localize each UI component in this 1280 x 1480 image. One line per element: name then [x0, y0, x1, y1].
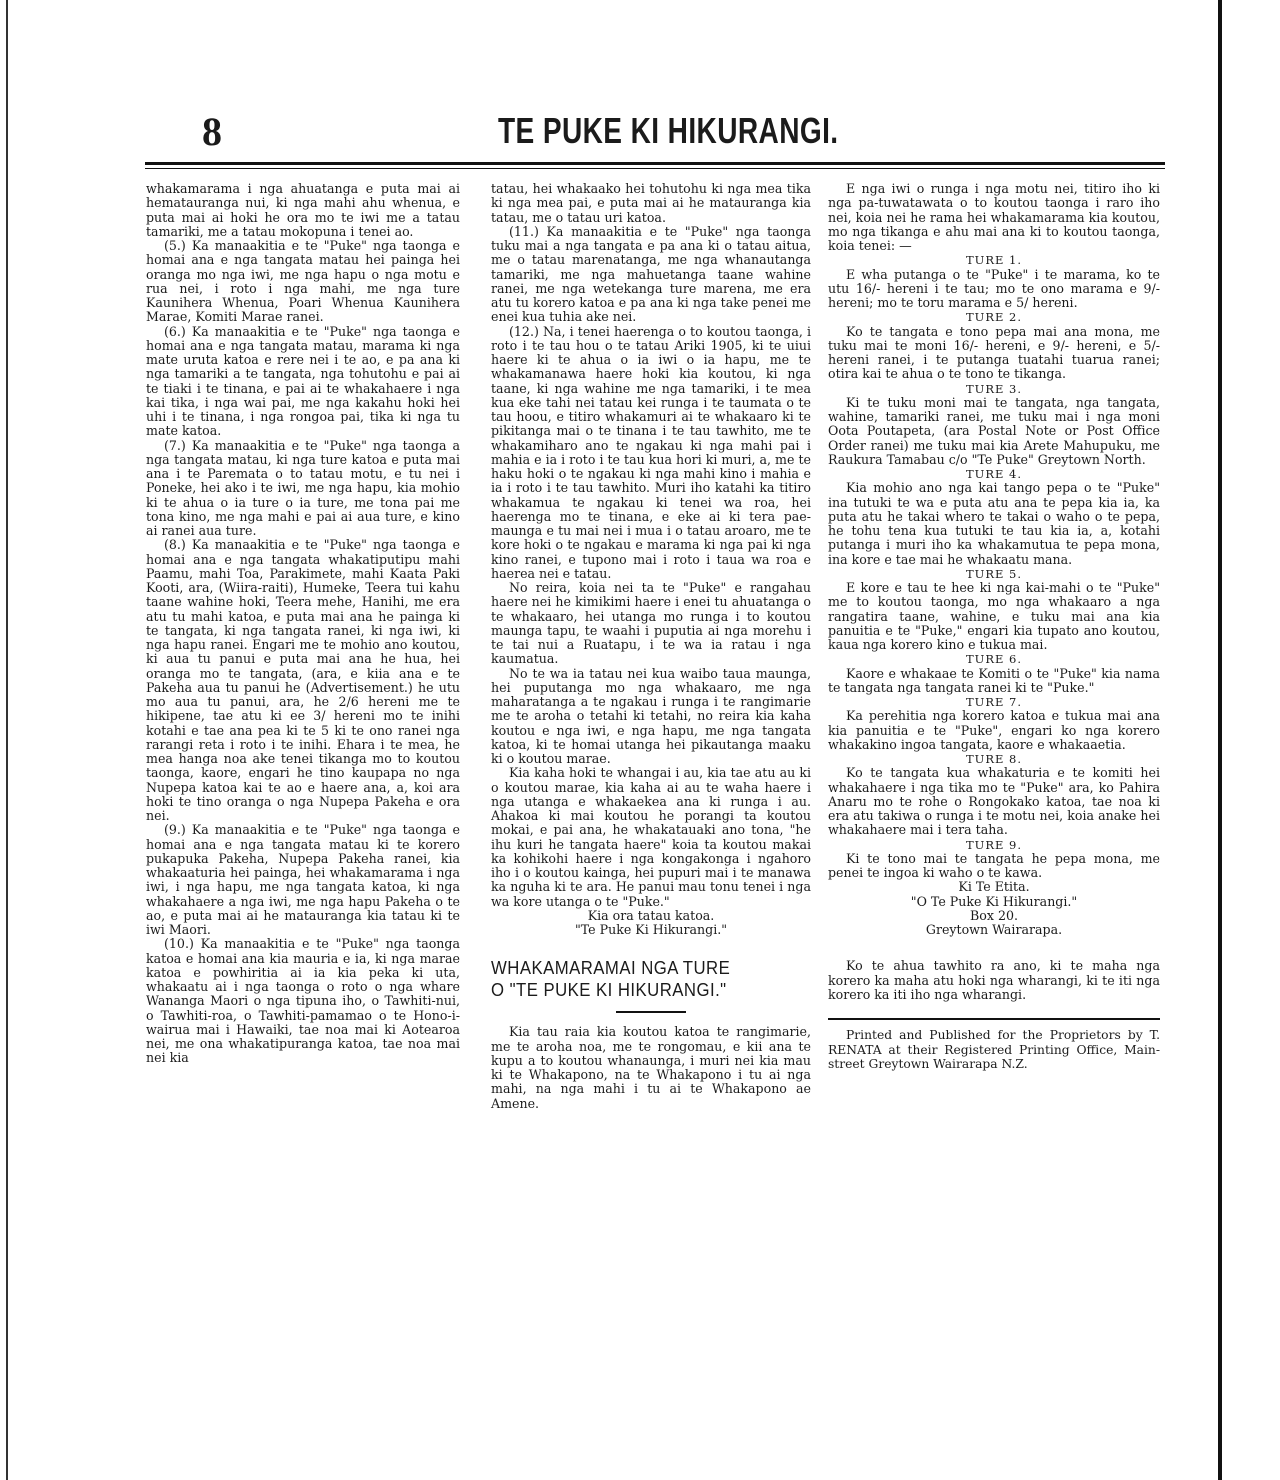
paragraph-11: (11.) Ka manaakitia e te "Puke" nga taonga tuku mai a nga tangata e pa ana ki o tatau aitua, me o tatau marenatanga, me nga whanautanga tamariki, me nga mahuetanga taane wahine ranei, me nga wetekanga ture marena, me era atu tu korero katoa e pa ana ki nga take penei me enei kua tuhia ake nei.	[491, 223, 811, 325]
address-line: Box 20.	[970, 907, 1018, 923]
address-line: "O Te Puke Ki Hikurangi."	[910, 893, 1078, 909]
paragraph: Kia tau raia kia koutou katoa te rangimarie, me te aroha noa, me te rongomau, e kii ana te kupu a to koutou whanaunga, i muri nei kia mau ki te Whakapono, na te Whakapono i tu ai nga mahi, na nga mahi i tu ai te Whakapono ae Amene.	[491, 1024, 811, 1111]
rule-text-9: Ki te tono mai te tangata he pepa mona, me penei te ingoa ki waho o te kawa.	[828, 850, 1160, 880]
rule-text-6: Kaore e whakaae te Komiti o te "Puke" kia nama te tangata nga tangata ranei ki te "Puke."	[828, 665, 1160, 695]
rule-text-4: Kia mohio ano nga kai tango pepa o te "Puke" ina tutuki te wa e puta atu ana te pepa kia ia, ka puta atu he takai whero te takai o waho o te pepa, he tohu tena kua tutuki te tau kia ia, a, kotahi putanga i muri iho ka whakamutua te pepa mona, ina kore e tae mai he whakaatu mana.	[828, 480, 1160, 567]
rule-text-5: E kore e tau te hee ki nga kai-mahi o te "Puke" me to koutou taonga, mo nga whakaaro a nga rangatira taane, wahine, e tuku mai ana kia panuitia e te "Puke," engari kia tupato ano koutou, kaua nga korero kino e tukua mai.	[828, 580, 1160, 652]
signoff-name: "Te Puke Ki Hikurangi."	[574, 922, 728, 937]
rule-heading-7: TURE 7.	[965, 695, 1023, 709]
page-left-edge	[6, 0, 8, 1480]
paragraph: No te wa ia tatau nei kua waibo taua maunga, hei puputanga mo nga whakaaro, me nga maharatanga a te ngakau i runga i te rangimarie me te aroha o tetahi ki tetahi, no reira kia kaha koutou e nga iwi, e nga hapu, me nga tangata katoa, ki te homai utanga hei pikautanga maaku ki o koutou marae.	[491, 665, 811, 766]
rule-heading-5: TURE 5.	[965, 566, 1023, 581]
heading-rule	[616, 1011, 686, 1013]
column-1	[146, 182, 460, 1066]
closing-rule	[828, 1018, 1160, 1020]
paragraph: whakamarama i nga ahuatanga e puta mai ai hematauranga nui, ki nga mahi ahu whenua, e puta mai ai hoki he ora mo te iwi me a tatau tamariki, me a tatau mokopuna i tenei ao.	[146, 181, 460, 239]
section-heading-line-1: WHAKAMARAMAI NGA TURE	[491, 958, 731, 979]
paragraph-12: (12.) Na, i tenei haerenga o to koutou taonga, i roto i te tau hou o te tatau Ariki 1905, ki te uiui haere ki te ahua o ia iwi o ia hapu, me te whakamanawa haere hoki kia koutou, ki nga taane, ki nga wahine me nga tamariki, i te mea kua eke tahi nei tatau kei runga i te taumata o te tau hoou, e titiro whakamuri ai te whakaaro ki te pikitanga mai o te tinana i te tau tawhito, me te whakamiharo ano te ngakau ki nga mahi pai i mahia e ia i roto i te tau kua hori ki muri, a, me te haku hoki o te ngakau ki nga mahi kino i mahia e ia i roto i te tau tawhito. Muri iho katahi ka titiro whakamua te ngakau ki tenei wa roa, hei haerenga mo te tinana, e eke ai ki tera pae-maunga e tu mai nei i mua i o tatau aroaro, me te kore hoki o te ngakau e marama ki nga pai ki nga kino ranei, e tupono mai i roto i taua wa roa e haerea nei e tatau.	[491, 323, 811, 581]
rule-text-1: E wha putanga o te "Puke" i te marama, ko te utu 16/- hereni i te tau; mo te ono marama e 9/- hereni; mo te toru marama e 5/ hereni.	[828, 266, 1160, 310]
section-heading-line-2: O "TE PUKE KI HIKURANGI."	[491, 980, 727, 1001]
paragraph-8: (8.) Ka manaakitia e te "Puke" nga taonga e homai ana e nga tangata whakatiputipu mahi Paamu, mahi Toa, Parakimete, mahi Kaata Paki Kooti, ara, (Wiira-raiti), Humeke, Teera tui kahu taane wahine hoki, Teera mehe, Hanihi, me era atu tu mahi katoa, e puta mai ana he painga ki te tangata, ki nga tangata ranei, ki nga iwi, ki nga hapu ranei. Engari me te mohio ano koutou, ki aua tu panui e puta mai ana he hua, hei oranga mo te tangata, (ara, e kiia ana e te Pakeha aua tu panui he (Advertisement.) he utu mo aua tu panui, ara, he 2/6 hereni me te hikipene, tae atu ki ee 3/ hereni mo te inihi kotahi e tae ana pea ki te 5 ki te ono ranei nga rarangi reta i roto i te inihi. Ehara i te mea, he mea hanga noa ake tenei tikanga mo to koutou taonga, kaore, engari he tino kaupapa no nga Nupepa katoa kai te ao e haere ana, a, koi ara hoki te tino oranga o nga Nupepa Pakeha e ora nei.	[146, 537, 460, 823]
masthead-rule	[145, 162, 1165, 165]
rule-text-3: Ki te tuku moni mai te tangata, nga tangata, wahine, tamariki ranei, me tuku mai i nga moni Oota Poutapeta, (ara Postal Note or Post Office Order ranei) me tuku mai kia Arete Mahupuku, me Raukura Tamabau c/o "Te Puke" Greytown North.	[828, 394, 1160, 467]
column-2	[491, 182, 811, 1111]
paragraph: Kia kaha hoki te whangai i au, kia tae atu au ki o koutou marae, kia kaha ai au te waha haere i nga utanga e whakaekea ana ki runga i au. Ahakoa ki mai koutou he porangi ta koutou mokai, e pai ana, he whakatauaki ano tona, "he ihu kuri he tangata haere" koia ta koutou makai ka kohikohi haere i nga kongakonga i ngahoro iho i o koutou kainga, hei pupuri mai i te manawa ka nguha ki te ara. He panui mau tonu tenei i nga wa kore utanga o te "Puke."	[491, 765, 811, 909]
column-3	[828, 182, 1160, 1072]
paragraph-9: (9.) Ka manaakitia e te "Puke" nga taonga e homai ana e nga tangata matau ki te korero pukapuka Pakeha, Nupepa Pakeha ranei, kia whakaaturia hei painga, hei whakamarama i nga iwi, i nga hapu, me nga tangata katoa, ki nga whakahaere a nga iwi, me nga hapu Pakeha o te ao, e puta mai ai he matauranga kia tatau ki te iwi Maori.	[146, 822, 460, 937]
paragraph-5: (5.) Ka manaakitia e te "Puke" nga taonga e homai ana e nga tangata matau hei painga hei oranga mo nga iwi, me nga hapu o nga motu e rua nei, i roto i nga mahi, me nga ture Kaunihera Whenua, Poari Whenua Kaunihera Marae, Komiti Marae ranei.	[146, 238, 460, 325]
paragraph-6: (6.) Ka manaakitia e te "Puke" nga taonga e homai ana e nga tangata matau, marama ki nga mate uruta katoa e rere nei i te ao, e pa ana ki nga tamariki a te tangata, nga tohutohu e pai ai te tiaki i te tinana, e pai ai te whakahaere i nga kai tika, i nga wai pai, me nga kakahu hoki hei uhi i te tinana, i nga rongoa pai, tika ki nga tu mate katoa.	[146, 323, 460, 439]
paragraph: No reira, koia nei ta te "Puke" e rangahau haere nei he kimikimi haere i enei tu ahuatanga o te whakaaro, hei utanga mo runga i to koutou maunga tapu, te waahi i puputia ai nga morehu i te tai nui a Ruatapu, i te wa ia ratau i nga kaumatua.	[491, 580, 811, 667]
paragraph-7: (7.) Ka manaakitia e te "Puke" nga taonga a nga tangata matau, ki nga ture katoa e puta mai ana i te Paremata o to tatau motu, e tu nei i Poneke, hei ako i te iwi, me nga hapu, kia mohio ki te ahua o ia ture o ia ture, me tona pai me tona kino, me nga mahi e pai ai aua ture, e kino ai ranei aua ture.	[146, 437, 460, 538]
paragraph: E nga iwi o runga i nga motu nei, titiro iho ki nga pa-tuwatawata o to koutou taonga i raro iho nei, koia nei he rama hei whakamarama kia koutou, mo nga tikanga e ahu mai ana ki to koutou taonga, koia tenei: —	[828, 181, 1160, 253]
rule-text-2: Ko te tangata e tono pepa mai ana mona, me tuku mai te moni 16/- hereni, e 9/- hereni, e 5/- hereni ranei, i te putanga tuatahi tuarua ranei; otira kai te ahua o te tono te tikanga.	[828, 323, 1160, 382]
rule-heading-2: TURE 2.	[965, 310, 1023, 325]
rule-heading-4: TURE 4.	[965, 467, 1023, 481]
newspaper-title: TE PUKE KI HIKURANGI.	[498, 110, 839, 151]
page-number: 8	[202, 109, 222, 154]
printer-imprint: Printed and Published for the Proprietors by T. RENATA at their Registered Printing Office, Main-street Greytown Wairarapa N.Z.	[828, 1028, 1160, 1071]
rule-heading-1: TURE 1.	[965, 253, 1023, 268]
masthead-rule-thin	[145, 168, 1165, 169]
address-line: Ki Te Etita.	[958, 879, 1030, 895]
paragraph: tatau, hei whakaako hei tohutohu ki nga mea tika ki nga mea pai, e puta mai ai he matauranga kia tatau, me o tatau uri katoa.	[491, 181, 811, 225]
rule-heading-6: TURE 6.	[965, 652, 1023, 667]
page-right-edge	[1218, 0, 1222, 1480]
rule-text-7: Ka perehitia nga korero katoa e tukua mai ana kia panuitia e te "Puke", engari ko nga korero whakakino ingoa tangata, kaore e whakaaetia.	[828, 708, 1160, 752]
closing-paragraph: Ko te ahua tawhito ra ano, ki te maha nga korero ka maha atu hoki nga wharangi, ki te iti nga korero ka iti iho nga wharangi.	[828, 958, 1160, 1002]
rule-heading-3: TURE 3.	[965, 381, 1023, 396]
rule-text-8: Ko te tangata kua whakaturia e te komiti hei whakahaere i nga tika mo te "Puke" ara, ko Pahira Anaru mo te rohe o Rongokako katoa, tae noa ki era atu takiwa o runga i te motu nei, koia anake hei whakahaere mai i tera taha.	[828, 765, 1160, 838]
rule-heading-9: TURE 9.	[965, 837, 1023, 852]
address-line: Greytown Wairarapa.	[925, 922, 1063, 937]
signoff: Kia ora tatau katoa.	[587, 907, 715, 923]
section-heading	[491, 957, 811, 1001]
rule-heading-8: TURE 8.	[965, 752, 1023, 766]
paragraph-10: (10.) Ka manaakitia e te "Puke" nga taonga katoa e homai ana kia mauria e ia, ki nga marae katoa e powhiritia ai ia kia peka ki uta, whakaatu ai i nga taonga o roto o nga whare Wananga Maori o nga tipuna iho, o Tawhiti-nui, o Tawhiti-roa, o Tawhiti-pamamao o te Hono-i-wairua mai i Hawaiki, tae noa mai ki Aotearoa nei, me ona whakatipuranga katoa, tae noa mai nei kia	[146, 936, 460, 1066]
